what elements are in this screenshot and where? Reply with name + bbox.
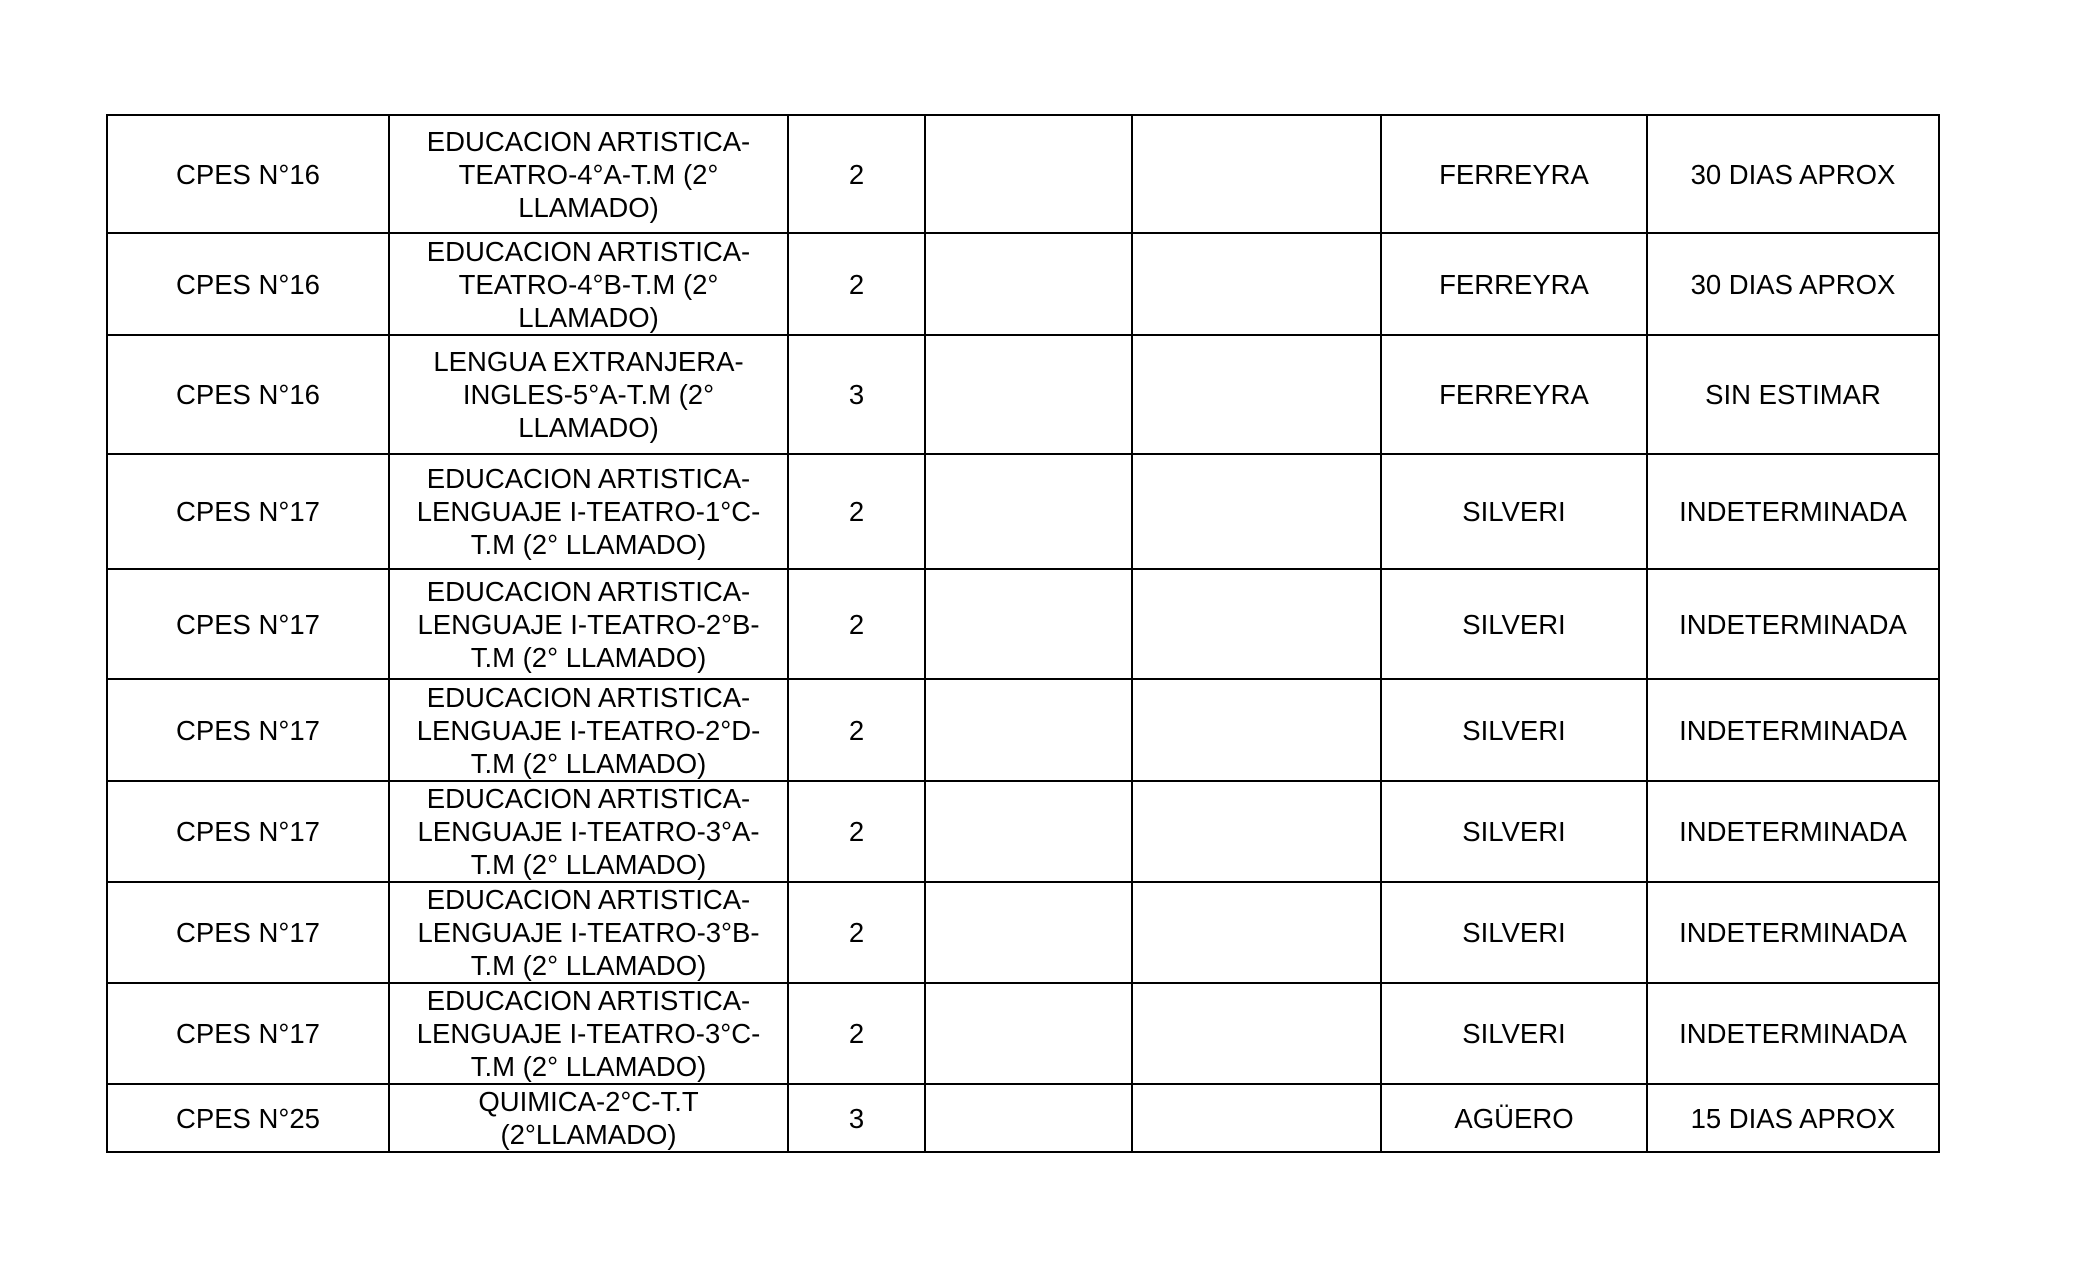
school-cell: CPES N°17: [107, 679, 389, 781]
empty-cell: [925, 882, 1132, 983]
table-row: [107, 454, 1939, 569]
name-cell: SILVERI: [1381, 679, 1647, 781]
empty-cell: [925, 569, 1132, 679]
duration-cell: INDETERMINADA: [1647, 454, 1939, 569]
quantity-cell: 2: [788, 882, 925, 983]
quantity-cell: 2: [788, 781, 925, 882]
subject-cell: EDUCACION ARTISTICA-LENGUAJE I-TEATRO-3°B-T.M (2° LLAMADO): [389, 882, 788, 983]
empty-cell: [1132, 882, 1381, 983]
subject-cell: EDUCACION ARTISTICA-TEATRO-4°A-T.M (2° LLAMADO): [389, 115, 788, 233]
duration-cell: 15 DIAS APROX: [1647, 1084, 1939, 1152]
empty-cell: [925, 679, 1132, 781]
table-row: [107, 983, 1939, 1084]
school-cell: CPES N°25: [107, 1084, 389, 1152]
empty-cell: [1132, 454, 1381, 569]
quantity-cell: 2: [788, 115, 925, 233]
empty-cell: [1132, 781, 1381, 882]
school-cell: CPES N°16: [107, 115, 389, 233]
empty-cell: [925, 454, 1132, 569]
document-sheet: [106, 114, 1940, 1153]
empty-cell: [925, 1084, 1132, 1152]
quantity-cell: 3: [788, 1084, 925, 1152]
school-cell: CPES N°17: [107, 882, 389, 983]
empty-cell: [925, 781, 1132, 882]
quantity-cell: 3: [788, 335, 925, 454]
name-cell: FERREYRA: [1381, 335, 1647, 454]
empty-cell: [1132, 679, 1381, 781]
table-row: [107, 569, 1939, 679]
name-cell: FERREYRA: [1381, 233, 1647, 335]
duration-cell: INDETERMINADA: [1647, 781, 1939, 882]
duration-cell: INDETERMINADA: [1647, 569, 1939, 679]
name-cell: SILVERI: [1381, 454, 1647, 569]
name-cell: SILVERI: [1381, 983, 1647, 1084]
school-cell: CPES N°17: [107, 454, 389, 569]
school-cell: CPES N°16: [107, 335, 389, 454]
empty-cell: [925, 983, 1132, 1084]
empty-cell: [1132, 335, 1381, 454]
name-cell: SILVERI: [1381, 882, 1647, 983]
duration-cell: 30 DIAS APROX: [1647, 233, 1939, 335]
empty-cell: [1132, 569, 1381, 679]
empty-cell: [1132, 233, 1381, 335]
table-row: [107, 781, 1939, 882]
name-cell: SILVERI: [1381, 781, 1647, 882]
duration-cell: SIN ESTIMAR: [1647, 335, 1939, 454]
table-row: [107, 233, 1939, 335]
name-cell: AGÜERO: [1381, 1084, 1647, 1152]
table-row: [107, 679, 1939, 781]
quantity-cell: 2: [788, 983, 925, 1084]
school-cell: CPES N°16: [107, 233, 389, 335]
empty-cell: [925, 233, 1132, 335]
empty-cell: [1132, 983, 1381, 1084]
vacancy-table-body: [107, 115, 1939, 1152]
duration-cell: 30 DIAS APROX: [1647, 115, 1939, 233]
quantity-cell: 2: [788, 233, 925, 335]
empty-cell: [1132, 1084, 1381, 1152]
duration-cell: INDETERMINADA: [1647, 882, 1939, 983]
quantity-cell: 2: [788, 454, 925, 569]
subject-cell: EDUCACION ARTISTICA-LENGUAJE I-TEATRO-2°D-T.M (2° LLAMADO): [389, 679, 788, 781]
subject-cell: EDUCACION ARTISTICA-LENGUAJE I-TEATRO-3°C-T.M (2° LLAMADO): [389, 983, 788, 1084]
table-row: [107, 335, 1939, 454]
subject-cell: EDUCACION ARTISTICA-TEATRO-4°B-T.M (2° LLAMADO): [389, 233, 788, 335]
name-cell: SILVERI: [1381, 569, 1647, 679]
duration-cell: INDETERMINADA: [1647, 679, 1939, 781]
subject-cell: EDUCACION ARTISTICA-LENGUAJE I-TEATRO-2°B-T.M (2° LLAMADO): [389, 569, 788, 679]
table-row: [107, 882, 1939, 983]
table-row: [107, 1084, 1939, 1152]
quantity-cell: 2: [788, 679, 925, 781]
subject-cell: QUIMICA-2°C-T.T (2°LLAMADO): [389, 1084, 788, 1152]
duration-cell: INDETERMINADA: [1647, 983, 1939, 1084]
school-cell: CPES N°17: [107, 781, 389, 882]
school-cell: CPES N°17: [107, 983, 389, 1084]
subject-cell: EDUCACION ARTISTICA-LENGUAJE I-TEATRO-1°C-T.M (2° LLAMADO): [389, 454, 788, 569]
empty-cell: [1132, 115, 1381, 233]
quantity-cell: 2: [788, 569, 925, 679]
empty-cell: [925, 115, 1132, 233]
subject-cell: EDUCACION ARTISTICA-LENGUAJE I-TEATRO-3°A-T.M (2° LLAMADO): [389, 781, 788, 882]
subject-cell: LENGUA EXTRANJERA-INGLES-5°A-T.M (2° LLAMADO): [389, 335, 788, 454]
school-cell: CPES N°17: [107, 569, 389, 679]
table-row: [107, 115, 1939, 233]
empty-cell: [925, 335, 1132, 454]
vacancy-table: [106, 114, 1940, 1153]
name-cell: FERREYRA: [1381, 115, 1647, 233]
